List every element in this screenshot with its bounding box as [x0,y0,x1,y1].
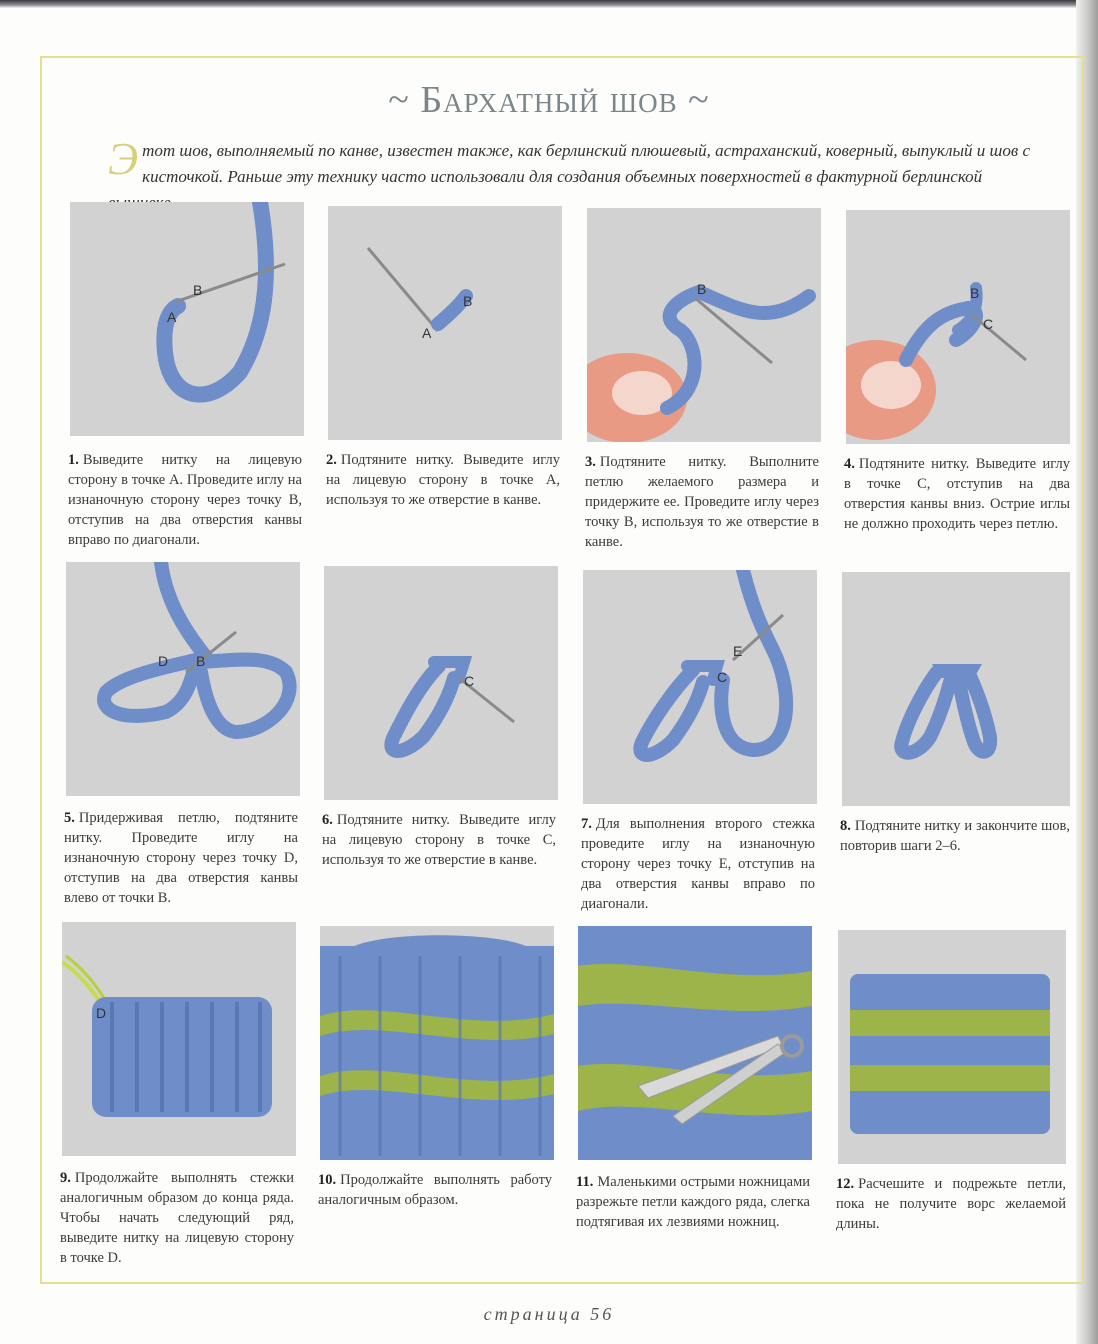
step-4-photo [846,210,1070,444]
step-2-text: Подтяните нитку. Выведите иглу на лицевую сторону в точке А, используя то же отверстие в канве. [326,452,560,508]
step-6-label-c: C [464,673,475,689]
step-9-label-d: D [96,1005,107,1021]
step-9-caption [60,1168,294,1268]
step-1-photo [70,202,304,436]
step-1-label-b: B [193,282,203,298]
step-9-number: 9. [60,1170,71,1186]
step-5-number: 5. [64,810,75,826]
step-5-caption [64,808,298,908]
step-12-photo [838,930,1066,1164]
step-8-number: 8. [840,818,851,834]
step-10-text: Продолжайте выполнять работу аналогичным образом. [318,1172,552,1208]
step-3-text: Подтяните нитку. Выполните петлю желаемого размера и придержите ее. Проведите иглу через точку В, используя то же отверстие в канве. [585,454,819,550]
page-title: ~ Бархатный шов ~ [388,79,710,121]
step-4-caption [844,454,1070,534]
step-5-label-d: D [158,653,169,669]
step-2-photo [328,206,562,440]
step-4-text: Подтяните нитку. Выведите иглу в точке С, отступив на два отверстия канвы вниз. Острие иглы не должно проходить через петлю. [844,456,1070,532]
step-5-text: Придерживая петлю, подтяните нитку. Проведите иглу на изнаночную сторону через точку D, отступив на два отверстия канвы влево от точки В. [64,810,298,906]
intro-text: тот шов, выполняемый по канве, известен также, как берлинский плюшевый, астраханский, коверный, выпуклый и шов с кисточкой. Раньше эту технику часто использовали для создания объемных поверхностей в фактурной берлинской [142,141,1031,186]
step-3-label-b: B [697,281,707,297]
step-12-text: Расчешите и подрежьте петли, пока не получите ворс желаемой длины. [836,1176,1066,1232]
step-11-photo [578,926,812,1160]
step-10-photo [320,926,554,1160]
step-5-photo [66,562,300,796]
step-1-label-a: A [167,309,177,325]
step-9-photo [62,922,296,1156]
step-3-number: 3. [585,454,596,470]
step-1-number: 1. [68,452,79,468]
step-1-caption [68,450,302,550]
step-10-number: 10. [318,1172,337,1188]
step-7-label-e: E [733,643,743,659]
step-11-caption [576,1172,810,1232]
step-6-text: Подтяните нитку. Выведите иглу на лицевую сторону в точке С, используя то же отверстие в канве. [322,812,556,868]
step-5-label-b: B [196,653,206,669]
step-3-caption [585,452,819,552]
step-8-caption [840,816,1070,856]
step-4-label-c: C [983,316,994,332]
step-7-label-c: C [717,669,728,685]
step-7-photo [583,570,817,804]
step-2-caption [326,450,560,510]
step-7-caption [581,814,815,914]
intro-drop-cap: Э [108,133,139,184]
step-4-number: 4. [844,456,855,472]
step-6-caption [322,810,556,870]
step-3-photo [587,208,821,442]
step-2-label-a: A [422,325,432,341]
step-11-number: 11. [576,1174,594,1190]
page-number: страница 56 [483,1304,615,1324]
step-4-label-b: B [970,285,980,301]
step-1-text: Выведите нитку на лицевую сторону в точке А. Проведите иглу на изнаночную сторону через точку В, отступив на два отверстия канвы вправо по диагонали. [68,452,302,548]
step-8-photo [842,572,1070,806]
step-2-label-b: B [463,293,473,309]
step-12-number: 12. [836,1176,855,1192]
step-11-text: Маленькими острыми ножницами разрежьте петли каждого ряда, слегка подтягивая их лезвиями ножниц. [576,1174,810,1230]
step-2-number: 2. [326,452,337,468]
step-10-caption [318,1170,552,1210]
step-8-text: Подтяните нитку и закончите шов, повторив шаги 2–6. [840,818,1070,854]
step-9-text: Продолжайте выполнять стежки аналогичным образом до конца ряда. Чтобы начать следующий ряд, выведите нитку на лицевую сторону в точке D. [60,1170,294,1266]
step-7-number: 7. [581,816,592,832]
step-12-caption [836,1174,1066,1234]
step-6-photo [324,566,558,800]
step-7-text: Для выполнения второго стежка проведите иглу на изнаночную сторону через точку Е, отступив на два отверстия канвы вправо по диагонали. [581,816,815,912]
step-6-number: 6. [322,812,333,828]
page-top-shadow [0,0,1098,8]
